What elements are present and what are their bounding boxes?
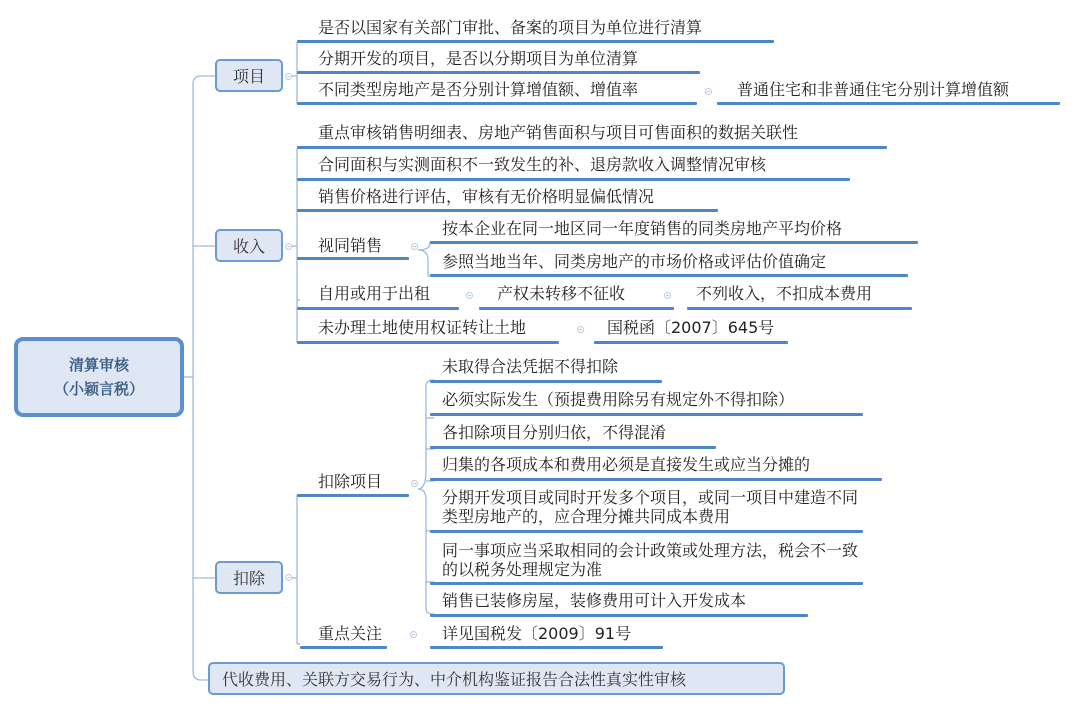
project-item-2: 分期开发的项目，是否以分期项目为单位清算 xyxy=(318,49,639,68)
land-transfer-child: 国税函〔2007〕645号 xyxy=(607,318,775,337)
deduction-item-2: 必须实际发生（预提费用除另有规定外不得扣除） xyxy=(442,390,795,409)
collapse-toggle-icon[interactable] xyxy=(410,631,417,638)
focus-child: 详见国税发〔2009〕91号 xyxy=(442,624,632,643)
collapse-toggle-icon[interactable] xyxy=(285,73,292,80)
collapse-toggle-icon[interactable] xyxy=(577,326,584,333)
underline xyxy=(297,307,459,310)
underline xyxy=(430,530,863,533)
underline xyxy=(430,274,908,277)
self-use-node: 自用或用于出租 xyxy=(318,284,431,303)
collapse-toggle-icon[interactable] xyxy=(466,292,473,299)
underline xyxy=(297,257,409,260)
deemed-sale-node: 视同销售 xyxy=(318,236,383,255)
root-title: 清算审核 xyxy=(68,356,129,374)
underline xyxy=(297,494,409,497)
underline xyxy=(430,614,808,617)
collapse-toggle-icon[interactable] xyxy=(705,88,712,95)
underline xyxy=(297,40,774,43)
self-use-child: 产权未转移不征收 xyxy=(497,284,626,303)
underline xyxy=(687,307,912,310)
underline xyxy=(297,341,559,344)
collapse-toggle-icon[interactable] xyxy=(411,243,418,250)
underline xyxy=(430,478,882,481)
branch-income-label: 收入 xyxy=(232,237,265,256)
project-item-1: 是否以国家有关部门审批、备案的项目为单位进行清算 xyxy=(318,18,703,37)
underline xyxy=(479,307,674,310)
branch-other-label: 代收费用、关联方交易行为、中介机构鉴证报告合法性真实性审核 xyxy=(222,670,687,689)
branch-project[interactable] xyxy=(215,59,283,92)
collapse-toggle-icon[interactable] xyxy=(285,243,292,250)
focus-node: 重点关注 xyxy=(318,624,383,643)
underline xyxy=(297,71,700,74)
underline xyxy=(430,241,918,244)
deemed-sale-child-1: 按本企业在同一地区同一年度销售的同类房地产平均价格 xyxy=(442,219,843,238)
deduction-item-4: 归集的各项成本和费用必须是直接发生或应当分摊的 xyxy=(442,455,811,474)
deduction-item-1: 未取得合法凭据不得扣除 xyxy=(442,357,619,376)
collapse-toggle-icon[interactable] xyxy=(285,574,292,581)
branch-project-label: 项目 xyxy=(232,67,265,86)
root-node[interactable] xyxy=(14,337,184,417)
land-transfer-node: 未办理土地使用权证转让土地 xyxy=(318,318,527,337)
branch-income[interactable] xyxy=(215,229,283,262)
collapse-toggle-icon[interactable] xyxy=(411,480,418,487)
underline xyxy=(430,413,863,416)
root-subtitle: （小颖言税） xyxy=(53,380,144,398)
underline xyxy=(297,178,850,181)
project-item-3: 不同类型房地产是否分别计算增值额、增值率 xyxy=(318,80,639,99)
underline xyxy=(297,146,887,149)
underline xyxy=(430,582,863,585)
underline xyxy=(297,102,697,105)
underline xyxy=(594,341,788,344)
income-item-2: 合同面积与实测面积不一致发生的补、退房款收入调整情况审核 xyxy=(318,155,767,174)
branch-deduction[interactable] xyxy=(215,561,283,594)
underline xyxy=(430,446,716,449)
project-item-3-child: 普通住宅和非普通住宅分别计算增值额 xyxy=(737,80,1010,99)
deduction-item-6: 同一事项应当采取相同的会计政策或处理方法，税会不一致的以税务处理规定为准 xyxy=(442,541,859,579)
underline xyxy=(717,102,1060,105)
underline xyxy=(430,380,662,383)
branch-other[interactable] xyxy=(208,662,785,695)
underline xyxy=(297,209,718,212)
deduction-items-node: 扣除项目 xyxy=(318,472,383,491)
deduction-item-5: 分期开发项目或同时开发多个项目，或同一项目中建造不同类型房地产的，应合理分摊共同成本费用 xyxy=(442,488,859,526)
collapse-toggle-icon[interactable] xyxy=(664,292,671,299)
underline xyxy=(300,646,387,649)
deemed-sale-child-2: 参照当地当年、同类房地产的市场价格或评估价值确定 xyxy=(442,252,827,271)
deduction-item-7: 销售已装修房屋，装修费用可计入开发成本 xyxy=(442,591,747,610)
self-use-grandchild: 不列收入，不扣成本费用 xyxy=(696,284,873,303)
income-item-1: 重点审核销售明细表、房地产销售面积与项目可售面积的数据关联性 xyxy=(318,123,799,142)
deduction-item-3: 各扣除项目分别归依，不得混淆 xyxy=(442,423,667,442)
branch-deduction-label: 扣除 xyxy=(232,569,265,588)
income-item-3: 销售价格进行评估，审核有无价格明显偏低情况 xyxy=(318,187,655,206)
underline xyxy=(430,646,663,649)
